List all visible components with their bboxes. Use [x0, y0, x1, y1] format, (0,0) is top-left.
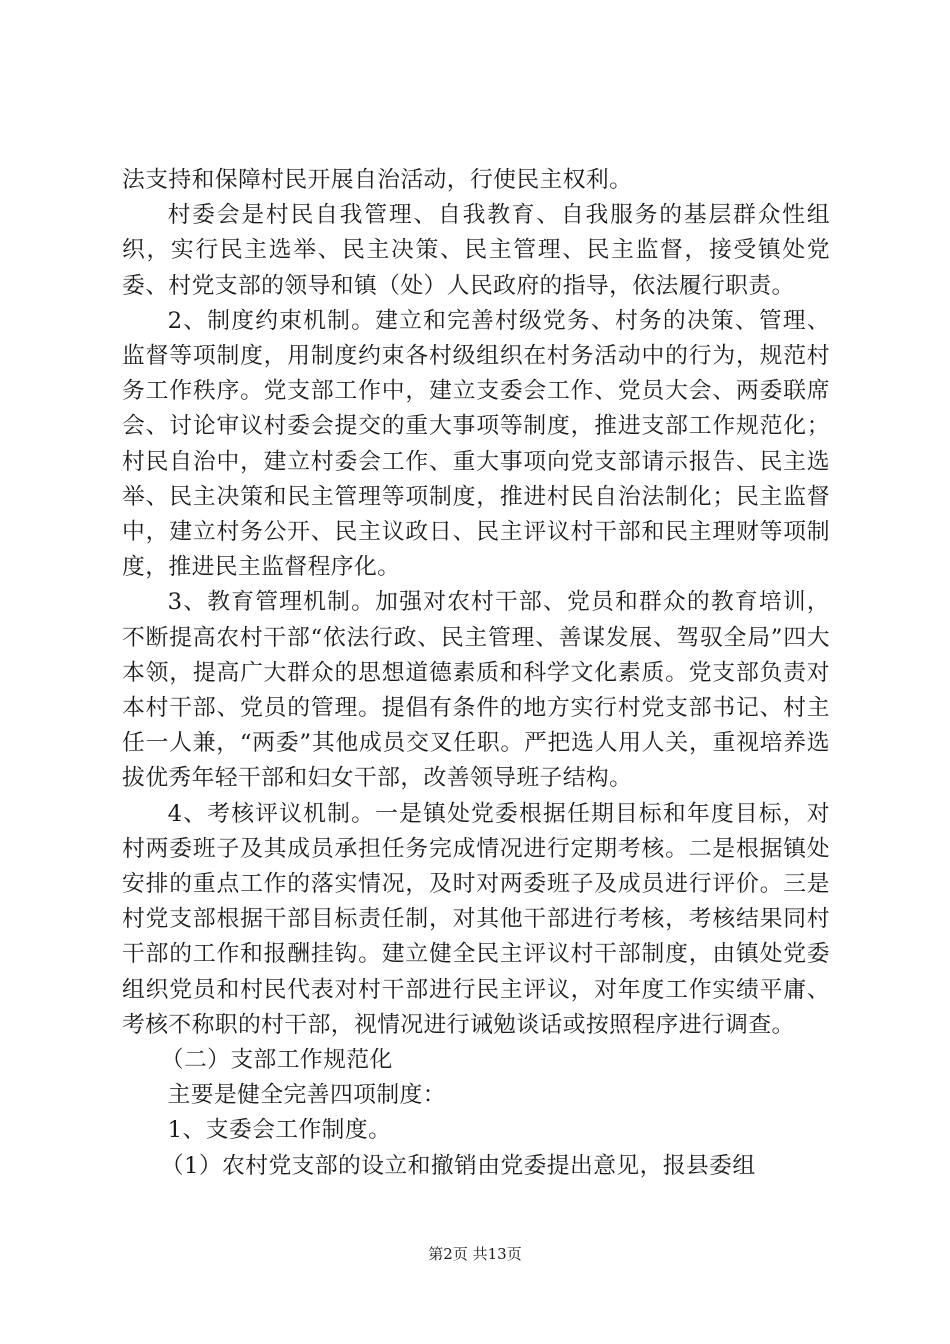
section-heading-branch-work: （二）支部工作规范化: [160, 1047, 393, 1074]
paragraph-institutional-constraint: 2、制度约束机制。建立和完善村级党务、村务的决策、管理、监督等项制度，用制度约束各村级组织在村务活动中的行为，规范村务工作秩序。党支部工作中，建立支委会工作、党员大会、两委联席会、讨论审议村委会提交的重大事项等制度，推进支部工作规范化；村民自治中，建立村委会工作、重大事项向党支部请示报告、民主选举、民主决策和民主管理等项制度，推进村民自治法制化；民主监督中，建立村务公开、民主议政日、民主评议村干部和民主理财等项制度，推进民主监督程序化。: [122, 307, 830, 581]
paragraph-education-management: 3、教育管理机制。加强对农村干部、党员和群众的教育培训，不断提高农村干部“依法行政、民主管理、善谋发展、驾驭全局”四大本领，提高广大群众的思想道德素质和科学文化素质。党支部负责对本村干部、党员的管理。提倡有条件的地方实行村党支部书记、村主任一人兼，“两委”其他成员交叉任职。严把选人用人关，重视培养选拔优秀年轻干部和妇女干部，改善领导班子结构。: [122, 589, 830, 792]
paragraph-village-committee: 村委会是村民自我管理、自我教育、自我服务的基层群众性组织，实行民主选举、民主决策、民主管理、民主监督，接受镇处党委、村党支部的领导和镇（处）人民政府的指导，依法履行职责。: [122, 202, 830, 299]
page-number-footer: 第2页 共13页: [428, 1245, 522, 1263]
paragraph-assessment-review: 4、考核评议机制。一是镇处党委根据任期目标和年度目标，对村两委班子及其成员承担任务完成情况进行定期考核。二是根据镇处安排的重点工作的落实情况，及时对两委班子及成员进行评价。三是村党支部根据干部目标责任制，对其他干部进行考核，考核结果同村干部的工作和报酬挂钩。建立健全民主评议村干部制度，由镇处党委组织党员和村民代表对村干部进行民主评议，对年度工作实绩平庸、考核不称职的村干部，视情况进行诫勉谈话或按照程序进行调查。: [122, 800, 830, 1038]
document-body: [122, 163, 830, 1184]
paragraph-item-1: （1）农村党支部的设立和撤销由党委提出意见，报县委组: [160, 1152, 756, 1179]
paragraph-four-systems: 主要是健全完善四项制度：: [167, 1082, 446, 1109]
paragraph-committee-system: 1、支委会工作制度。: [167, 1117, 392, 1144]
paragraph-continuation: 法支持和保障村民开展自治活动，行使民主权利。: [122, 167, 633, 193]
